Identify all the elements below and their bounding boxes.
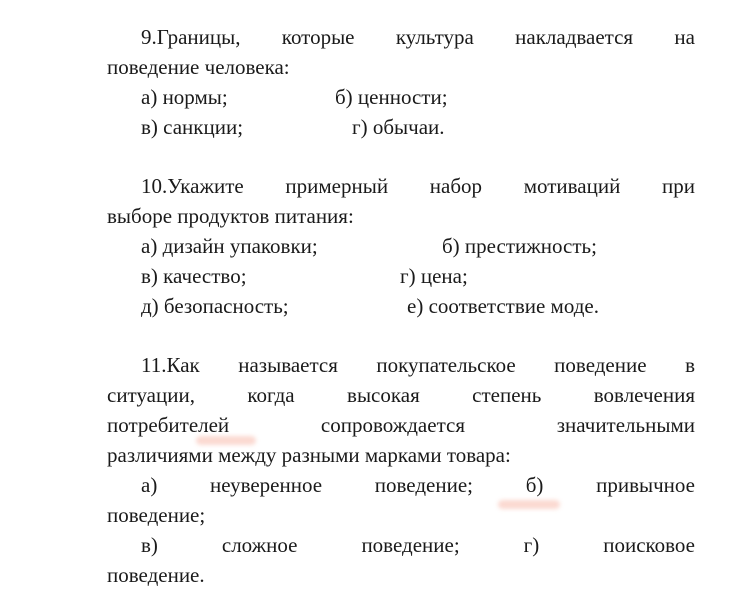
option-d: д) безопасность; — [141, 294, 289, 318]
document-page — [107, 22, 695, 590]
question-11-line-2: ситуации, когда высокая степень вовлечения — [107, 383, 695, 407]
question-11-options-row-2 — [107, 530, 695, 560]
option-v: в) качество; — [141, 264, 247, 288]
option-e: е) соответствие моде. — [407, 294, 599, 318]
option-v: в) сложное поведение; — [141, 533, 460, 557]
question-11-line-4: различиями между разными марками товара: — [107, 443, 511, 467]
option-a: а) дизайн упаковки; — [141, 234, 318, 258]
question-11 — [107, 350, 695, 590]
question-10-options-row-3 — [107, 291, 695, 321]
smudge-mark — [196, 436, 256, 445]
option-g: г) цена; — [400, 264, 468, 288]
question-9-options-row-1 — [107, 82, 695, 112]
question-11-options-row-2-wrap: поведение. — [107, 563, 205, 587]
option-b: б) привычное — [525, 473, 695, 497]
option-a: а) неуверенное поведение; — [141, 473, 473, 497]
question-11-options-row-1 — [107, 470, 695, 500]
question-10-options-row-1 — [107, 231, 695, 261]
option-g: г) обычаи. — [352, 115, 445, 139]
question-10-options-row-2 — [107, 261, 695, 291]
question-9-line-1: 9.Границы, которые культура накладвается на — [141, 25, 695, 49]
question-9-options-row-2 — [107, 112, 695, 142]
question-10 — [107, 171, 695, 321]
option-a: а) нормы; — [141, 85, 228, 109]
question-11-options-row-1-wrap: поведение; — [107, 503, 206, 527]
question-11-line-3: потребителей сопровождается значительными — [107, 413, 695, 437]
smudge-mark — [498, 500, 560, 509]
option-b: б) ценности; — [335, 85, 448, 109]
option-v: в) санкции; — [141, 115, 244, 139]
option-g: г) поисковое — [523, 533, 695, 557]
question-10-line-2: выборе продуктов питания: — [107, 204, 354, 228]
question-11-line-1: 11.Как называется покупательское поведение в — [141, 353, 695, 377]
option-b: б) престижность; — [442, 234, 597, 258]
question-10-line-1: 10.Укажите примерный набор мотиваций при — [141, 174, 695, 198]
question-9-line-2: поведение человека: — [107, 55, 290, 79]
question-9 — [107, 22, 695, 142]
